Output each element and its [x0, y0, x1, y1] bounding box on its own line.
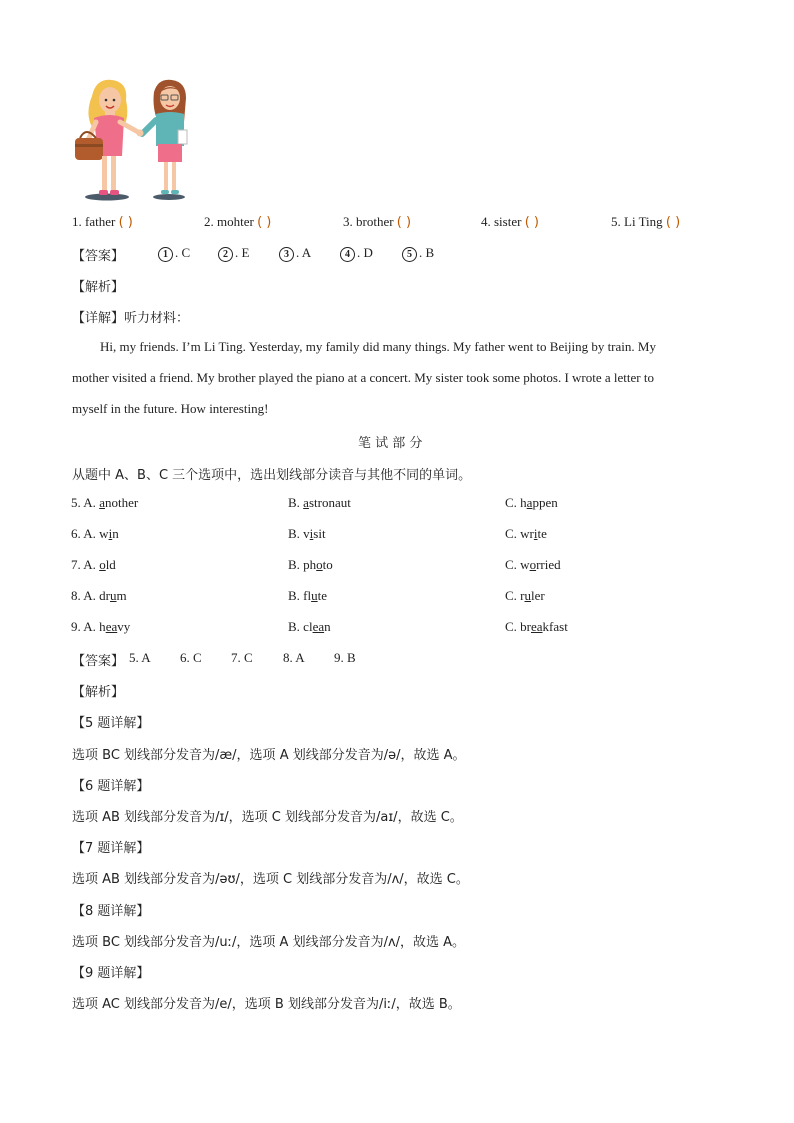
passage-line: Hi, my friends. I’m Li Ting. Yesterday, my family did many things. My father went to Beijing by train. My: [100, 339, 656, 354]
answer-tag: 【答案】: [72, 249, 125, 264]
detail-tag: 【5 题详解】: [72, 716, 150, 731]
answer-item: 5 . B: [402, 245, 434, 262]
answer-item: 4 . D: [340, 245, 373, 262]
detail-text: 选项 BC 划线部分发音为/æ/，选项 A 划线部分发音为/ə/，故选 A。: [72, 748, 466, 763]
listening-item: 5. Li Ting ( ): [611, 214, 681, 230]
analysis-tag: 【解析】: [72, 685, 125, 700]
answer-item: 6. C: [180, 650, 202, 665]
detail-tag: 【8 题详解】: [72, 904, 150, 919]
detail-tag: 【6 题详解】: [72, 779, 150, 794]
listening-item: 2. mohter ( ): [204, 214, 272, 230]
detail-tag: 【9 题详解】: [72, 966, 150, 981]
listening-item: 4. sister ( ): [481, 214, 539, 230]
detail-text: 选项 AC 划线部分发音为/e/，选项 B 划线部分发音为/iː/，故选 B。: [72, 997, 461, 1012]
answer-item: 8. A: [283, 650, 305, 665]
answer-item: 1 . C: [158, 245, 190, 262]
passage-line: mother visited a friend. My brother played the piano at a concert. My sister took some photos. I wrote a letter to: [72, 370, 654, 385]
answer-item: 3 . A: [279, 245, 311, 262]
section-title: 笔 试 部 分: [358, 436, 423, 451]
detail-heading: 【详解】听力材料：: [72, 311, 190, 326]
passage-line: myself in the future. How interesting!: [72, 401, 269, 416]
two-girls-illustration: [72, 78, 197, 203]
answer-tag: 【答案】: [72, 654, 125, 669]
detail-text: 选项 BC 划线部分发音为/uː/，选项 A 划线部分发音为/ʌ/，故选 A。: [72, 935, 466, 950]
detail-text: 选项 AB 划线部分发音为/əʊ/，选项 C 划线部分发音为/ʌ/，故选 C。: [72, 872, 469, 887]
detail-tag: 【7 题详解】: [72, 841, 150, 856]
instruction: 从题中 A、B、C 三个选项中，选出划线部分读音与其他不同的单词。: [72, 468, 472, 483]
detail-text: 选项 AB 划线部分发音为/ɪ/，选项 C 划线部分发音为/aɪ/，故选 C。: [72, 810, 463, 825]
answer-item: 5. A: [129, 650, 151, 665]
listening-item: 3. brother ( ): [343, 214, 412, 230]
analysis-tag: 【解析】: [72, 280, 125, 295]
listening-item: 1. father ( ): [72, 214, 133, 230]
answer-item: 7. C: [231, 650, 253, 665]
answer-item: 2 . E: [218, 245, 249, 262]
answer-item: 9. B: [334, 650, 356, 665]
